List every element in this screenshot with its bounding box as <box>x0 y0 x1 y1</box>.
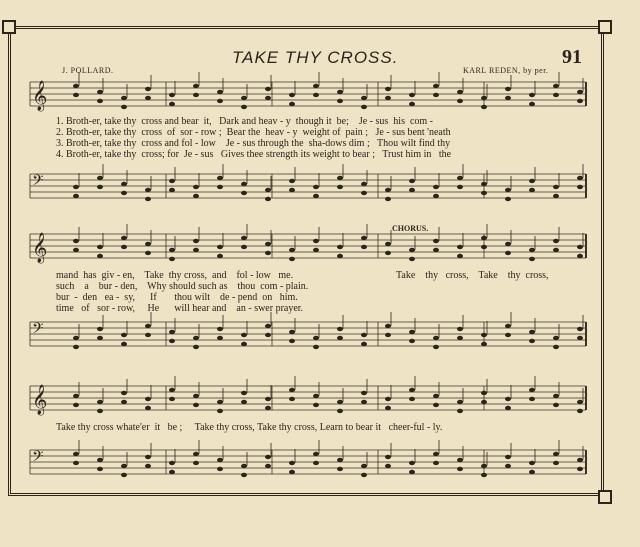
note-head <box>241 391 247 395</box>
note-head <box>385 188 391 192</box>
note-head <box>97 409 103 413</box>
note-head <box>289 248 295 252</box>
note-head <box>145 197 151 201</box>
note-head <box>169 102 175 106</box>
note-head <box>121 105 127 109</box>
note-head <box>529 257 535 261</box>
note-head <box>169 388 175 392</box>
note-head <box>73 403 79 407</box>
note-head <box>193 394 199 398</box>
note-head <box>313 194 319 198</box>
arranger-credit: KARL REDEN, by per. <box>463 66 549 75</box>
note-head <box>169 470 175 474</box>
note-head <box>265 96 271 100</box>
note-head <box>289 470 295 474</box>
note-head <box>313 248 319 252</box>
note-head <box>529 179 535 183</box>
note-head <box>241 105 247 109</box>
note-head <box>241 236 247 240</box>
note-head <box>409 179 415 183</box>
note-head <box>553 336 559 340</box>
note-head <box>169 330 175 334</box>
note-head <box>457 99 463 103</box>
note-head <box>145 397 151 401</box>
note-head <box>193 84 199 88</box>
chorus-label: CHORUS. <box>392 224 429 233</box>
note-head <box>313 403 319 407</box>
note-head <box>409 248 415 252</box>
verse-line-3: 3. Broth-er, take thy cross and fol - low Je - sus through the sha-dows dim ; Thou wilt find thy <box>56 138 451 149</box>
note-head <box>217 99 223 103</box>
note-head <box>529 330 535 334</box>
note-head <box>577 254 583 258</box>
note-head <box>145 333 151 337</box>
note-head <box>505 464 511 468</box>
note-head <box>313 185 319 189</box>
note-head <box>121 245 127 249</box>
treble-clef-icon: 𝄞 <box>32 81 48 111</box>
note-head <box>265 188 271 192</box>
note-head <box>337 327 343 331</box>
note-head <box>193 194 199 198</box>
note-head <box>265 333 271 337</box>
note-head <box>337 336 343 340</box>
note-head <box>193 452 199 456</box>
hymn-title: TAKE THY CROSS. <box>232 48 399 67</box>
note-head <box>529 388 535 392</box>
note-head <box>121 464 127 468</box>
note-head <box>409 388 415 392</box>
note-head <box>265 397 271 401</box>
note-head <box>505 197 511 201</box>
note-head <box>313 461 319 465</box>
note-head <box>193 239 199 243</box>
note-head <box>193 345 199 349</box>
note-head <box>577 467 583 471</box>
note-head <box>145 324 151 328</box>
note-head <box>217 467 223 471</box>
note-head <box>241 333 247 337</box>
bass-clef-icon: 𝄢 <box>32 448 44 469</box>
note-head <box>433 345 439 349</box>
note-head <box>193 461 199 465</box>
note-head <box>361 400 367 404</box>
note-head <box>409 330 415 334</box>
note-head <box>361 182 367 186</box>
note-head <box>265 242 271 246</box>
note-head <box>289 93 295 97</box>
note-head <box>169 179 175 183</box>
note-head <box>529 470 535 474</box>
note-head <box>97 327 103 331</box>
note-head <box>457 327 463 331</box>
note-head <box>193 403 199 407</box>
note-head <box>553 345 559 349</box>
note-head <box>73 452 79 456</box>
note-head <box>481 96 487 100</box>
note-head <box>361 473 367 477</box>
note-head <box>385 197 391 201</box>
note-head <box>241 245 247 249</box>
note-head <box>97 458 103 462</box>
note-head <box>313 345 319 349</box>
note-head <box>385 406 391 410</box>
note-head <box>481 391 487 395</box>
note-head <box>505 242 511 246</box>
note-head <box>193 336 199 340</box>
note-head <box>121 333 127 337</box>
note-head <box>433 394 439 398</box>
note-head <box>145 406 151 410</box>
note-head <box>553 185 559 189</box>
note-head <box>97 467 103 471</box>
note-head <box>505 87 511 91</box>
note-head <box>433 84 439 88</box>
note-head <box>145 455 151 459</box>
note-head <box>97 245 103 249</box>
note-head <box>97 400 103 404</box>
note-head <box>433 93 439 97</box>
note-head <box>289 257 295 261</box>
note-head <box>553 194 559 198</box>
note-head <box>529 339 535 343</box>
note-head <box>457 254 463 258</box>
note-head <box>337 185 343 189</box>
note-head <box>481 245 487 249</box>
note-head <box>289 461 295 465</box>
note-head <box>457 458 463 462</box>
bass-clef-icon: 𝄢 <box>32 320 44 341</box>
note-head <box>361 464 367 468</box>
note-head <box>385 333 391 337</box>
note-head <box>553 239 559 243</box>
note-head <box>73 84 79 88</box>
chorus-lyrics-2: Take thy cross whate'er it be ; Take thy cross, Take thy cross, Learn to bear it cheer-ful - ly. <box>56 422 443 433</box>
verse-line-4: 4. Broth-er, take thy cross; for Je - sus Gives thee strength its weight to bear ; Trust him in the <box>56 149 452 160</box>
note-head <box>121 182 127 186</box>
note-head <box>73 239 79 243</box>
note-head <box>217 327 223 331</box>
note-head <box>385 397 391 401</box>
note-head <box>529 461 535 465</box>
note-head <box>577 185 583 189</box>
note-head <box>217 409 223 413</box>
note-head <box>337 90 343 94</box>
note-head <box>241 96 247 100</box>
note-head <box>337 99 343 103</box>
note-head <box>433 185 439 189</box>
note-head <box>385 251 391 255</box>
note-head <box>457 467 463 471</box>
note-head <box>169 339 175 343</box>
note-head <box>361 105 367 109</box>
note-head <box>289 388 295 392</box>
note-head <box>481 464 487 468</box>
note-head <box>385 324 391 328</box>
note-head <box>433 452 439 456</box>
note-head <box>409 188 415 192</box>
note-head <box>73 194 79 198</box>
note-head <box>505 397 511 401</box>
note-head <box>241 464 247 468</box>
verse-line-4-cont: time of sor - row, He will hear and an - swer prayer. <box>56 303 304 314</box>
note-head <box>169 248 175 252</box>
note-head <box>505 96 511 100</box>
note-head <box>577 176 583 180</box>
note-head <box>265 455 271 459</box>
note-head <box>289 188 295 192</box>
note-head <box>97 99 103 103</box>
note-head <box>385 455 391 459</box>
note-head <box>457 400 463 404</box>
note-head <box>577 336 583 340</box>
note-head <box>529 397 535 401</box>
note-head <box>433 194 439 198</box>
note-head <box>73 93 79 97</box>
note-head <box>145 96 151 100</box>
note-head <box>217 185 223 189</box>
note-head <box>313 452 319 456</box>
note-head <box>481 236 487 240</box>
note-head <box>505 324 511 328</box>
note-head <box>265 87 271 91</box>
note-head <box>577 409 583 413</box>
note-head <box>73 345 79 349</box>
note-head <box>385 242 391 246</box>
note-head <box>481 182 487 186</box>
note-head <box>361 391 367 395</box>
note-head <box>169 397 175 401</box>
note-head <box>337 467 343 471</box>
note-head <box>505 455 511 459</box>
note-head <box>385 96 391 100</box>
note-head <box>481 400 487 404</box>
note-head <box>553 461 559 465</box>
note-head <box>193 248 199 252</box>
note-head <box>265 251 271 255</box>
note-head <box>433 336 439 340</box>
clef-symbols <box>32 80 47 469</box>
chorus-lyrics-1: Take thy cross, Take thy cross, <box>396 270 549 281</box>
note-head <box>409 102 415 106</box>
note-head <box>289 339 295 343</box>
note-head <box>433 461 439 465</box>
note-head <box>409 470 415 474</box>
note-head <box>481 342 487 346</box>
note-head <box>97 336 103 340</box>
note-head <box>553 93 559 97</box>
note-head <box>265 197 271 201</box>
note-head <box>73 248 79 252</box>
verse-line-2: 2. Broth-er, take thy cross of sor - row ; Bear the heav - y weight of pain ; Je - sus bent 'neath <box>56 127 451 138</box>
note-head <box>145 464 151 468</box>
note-head <box>553 394 559 398</box>
note-head <box>577 327 583 331</box>
note-head <box>193 185 199 189</box>
note-head <box>409 397 415 401</box>
note-head <box>409 93 415 97</box>
verse-line-1-cont: mand has giv - en, Take thy cross, and fol - low me. <box>56 270 294 281</box>
note-head <box>481 191 487 195</box>
note-head <box>73 336 79 340</box>
note-head <box>313 93 319 97</box>
note-head <box>289 102 295 106</box>
note-head <box>169 461 175 465</box>
note-head <box>121 191 127 195</box>
bass-clef-icon: 𝄢 <box>32 172 44 193</box>
note-head <box>337 458 343 462</box>
note-head <box>217 176 223 180</box>
note-head <box>121 236 127 240</box>
note-head <box>481 333 487 337</box>
treble-clef-icon: 𝄞 <box>32 385 48 415</box>
note-head <box>265 406 271 410</box>
note-head <box>313 84 319 88</box>
note-head <box>337 254 343 258</box>
note-head <box>289 179 295 183</box>
note-head <box>217 245 223 249</box>
note-head <box>553 84 559 88</box>
note-head <box>529 248 535 252</box>
note-head <box>97 90 103 94</box>
note-head <box>505 333 511 337</box>
note-head <box>529 93 535 97</box>
note-head <box>577 458 583 462</box>
note-head <box>145 242 151 246</box>
note-head <box>361 342 367 346</box>
note-head <box>433 239 439 243</box>
note-head <box>265 464 271 468</box>
note-head <box>121 473 127 477</box>
note-head <box>457 185 463 189</box>
note-head <box>433 248 439 252</box>
note-head <box>409 257 415 261</box>
note-head <box>337 400 343 404</box>
note-head <box>97 254 103 258</box>
note-head <box>265 324 271 328</box>
note-head <box>457 176 463 180</box>
note-head <box>121 400 127 404</box>
note-head <box>577 99 583 103</box>
note-head <box>217 400 223 404</box>
note-head <box>73 394 79 398</box>
note-head <box>145 251 151 255</box>
note-head <box>169 188 175 192</box>
note-head <box>145 87 151 91</box>
note-head <box>577 90 583 94</box>
note-head <box>241 342 247 346</box>
note-head <box>361 236 367 240</box>
note-head <box>217 458 223 462</box>
note-head <box>409 461 415 465</box>
note-head <box>481 473 487 477</box>
note-head <box>457 336 463 340</box>
note-head <box>169 93 175 97</box>
note-head <box>73 461 79 465</box>
note-head <box>313 336 319 340</box>
note-head <box>145 188 151 192</box>
note-head <box>505 251 511 255</box>
note-head <box>241 182 247 186</box>
note-head <box>553 403 559 407</box>
note-head <box>529 102 535 106</box>
note-head <box>121 96 127 100</box>
note-head <box>337 409 343 413</box>
note-head <box>241 400 247 404</box>
note-head <box>457 409 463 413</box>
note-head <box>169 257 175 261</box>
note-head <box>193 93 199 97</box>
note-head <box>457 90 463 94</box>
note-head <box>337 245 343 249</box>
note-head <box>577 400 583 404</box>
composer-credit: J. POLLARD. <box>62 66 114 75</box>
note-head <box>361 333 367 337</box>
note-head <box>97 176 103 180</box>
note-head <box>505 188 511 192</box>
note-head <box>97 185 103 189</box>
note-head <box>553 452 559 456</box>
note-head <box>121 342 127 346</box>
note-head <box>313 239 319 243</box>
note-head <box>121 391 127 395</box>
note-head <box>433 403 439 407</box>
note-head <box>241 473 247 477</box>
note-head <box>361 96 367 100</box>
note-head <box>481 105 487 109</box>
verse-line-1: 1. Broth-er, take thy cross and bear it, Dark and heav - y though it be; Je - sus his com - <box>56 116 434 127</box>
note-head <box>457 245 463 249</box>
note-head <box>217 90 223 94</box>
note-head <box>505 406 511 410</box>
page-number: 91 <box>562 46 582 68</box>
note-head <box>289 330 295 334</box>
note-head <box>409 339 415 343</box>
note-head <box>241 191 247 195</box>
note-head <box>337 176 343 180</box>
note-head <box>361 245 367 249</box>
treble-clef-icon: 𝄞 <box>32 233 48 263</box>
note-head <box>217 254 223 258</box>
note-head <box>577 245 583 249</box>
note-head <box>385 87 391 91</box>
verse-line-3-cont: bur - den ea - sy, If thou wilt de - pend on him. <box>56 292 298 303</box>
note-head <box>385 464 391 468</box>
note-head <box>217 336 223 340</box>
verse-line-2-cont: such a bur - den, Why should such as thou com - plain. <box>56 281 309 292</box>
note-head <box>553 248 559 252</box>
note-head <box>313 394 319 398</box>
note-head <box>361 191 367 195</box>
note-head <box>73 185 79 189</box>
note-head <box>289 397 295 401</box>
note-head <box>529 188 535 192</box>
